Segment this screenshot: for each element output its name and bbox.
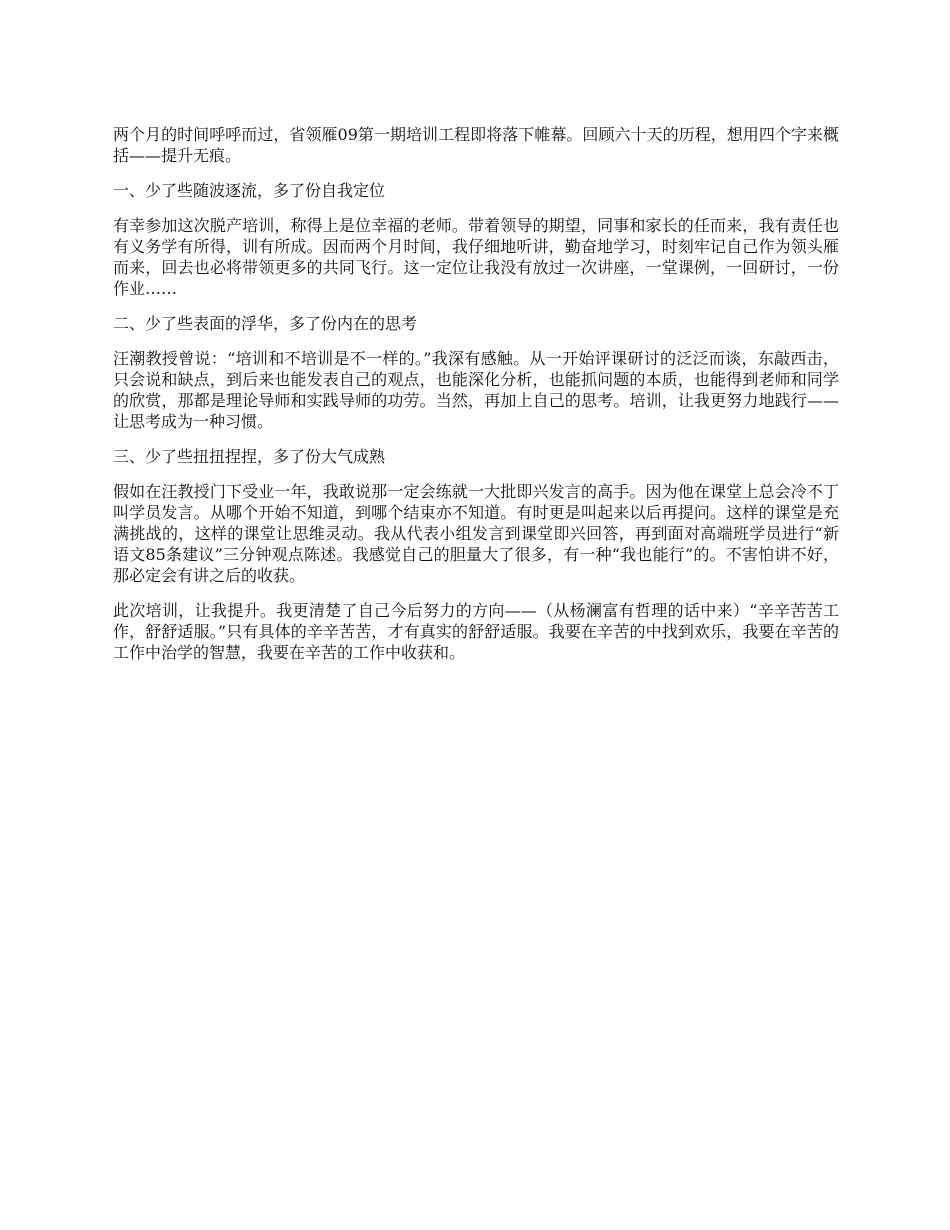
section-3-paragraph: 假如在汪教授门下受业一年，我敢说那一定会练就一大批即兴发言的高手。因为他在课堂上总会冷不丁叫学员发言。从哪个开始不知道，到哪个结束亦不知道。有时更是叫起来以后再提问。这样的课堂是充满挑战的，这样的课堂让思维灵动。我从代表小组发言到课堂即兴回答，再到面对高端班学员进行“新语文85条建议”三分钟观点陈述。我感觉自己的胆量大了很多，有一种“我也能行”的。不害怕讲不好，那必定会有讲之后的收获。 [113, 482, 839, 585]
conclusion-paragraph: 此次培训，让我提升。我更清楚了自己今后努力的方向——（从杨澜富有哲理的话中来）“辛辛苦苦工作，舒舒适服。”只有具体的辛辛苦苦，才有真实的舒舒适服。我要在辛苦的中找到欢乐，我要在辛苦的工作中治学的智慧，我要在辛苦的工作中收获和。 [113, 601, 839, 662]
intro-paragraph: 两个月的时间呼呼而过，省领雁09第一期培训工程即将落下帷幕。回顾六十天的历程，想用四个字来概括——提升无痕。 [113, 125, 839, 165]
section-2-paragraph: 汪潮教授曾说：“培训和不培训是不一样的。”我深有感触。从一开始评课研讨的泛泛而谈，东敲西击，只会说和缺点，到后来也能发表自己的观点，也能深化分析，也能抓问题的本质，也能得到老师和同学的欣赏，那都是理论导师和实践导师的功劳。当然，再加上自己的思考。培训，让我更努力地践行——让思考成为一种习惯。 [113, 349, 839, 431]
section-1-paragraph: 有幸参加这次脱产培训，称得上是位幸福的老师。带着领导的期望，同事和家长的任而来，我有责任也有义务学有所得，训有所成。因而两个月时间，我仔细地听讲，勤奋地学习，时刻牢记自己作为领头雁而来，回去也必将带领更多的共同飞行。这一定位让我没有放过一次讲座，一堂课例，一回研讨，一份作业…… [113, 216, 839, 298]
section-heading-1: 一、少了些随波逐流，多了份自我定位 [113, 181, 386, 200]
section-heading-2: 二、少了些表面的浮华，多了份内在的思考 [113, 314, 418, 333]
document-page [113, 124, 839, 677]
section-heading-3: 三、少了些扭扭捏捏，多了份大气成熟 [113, 447, 386, 466]
